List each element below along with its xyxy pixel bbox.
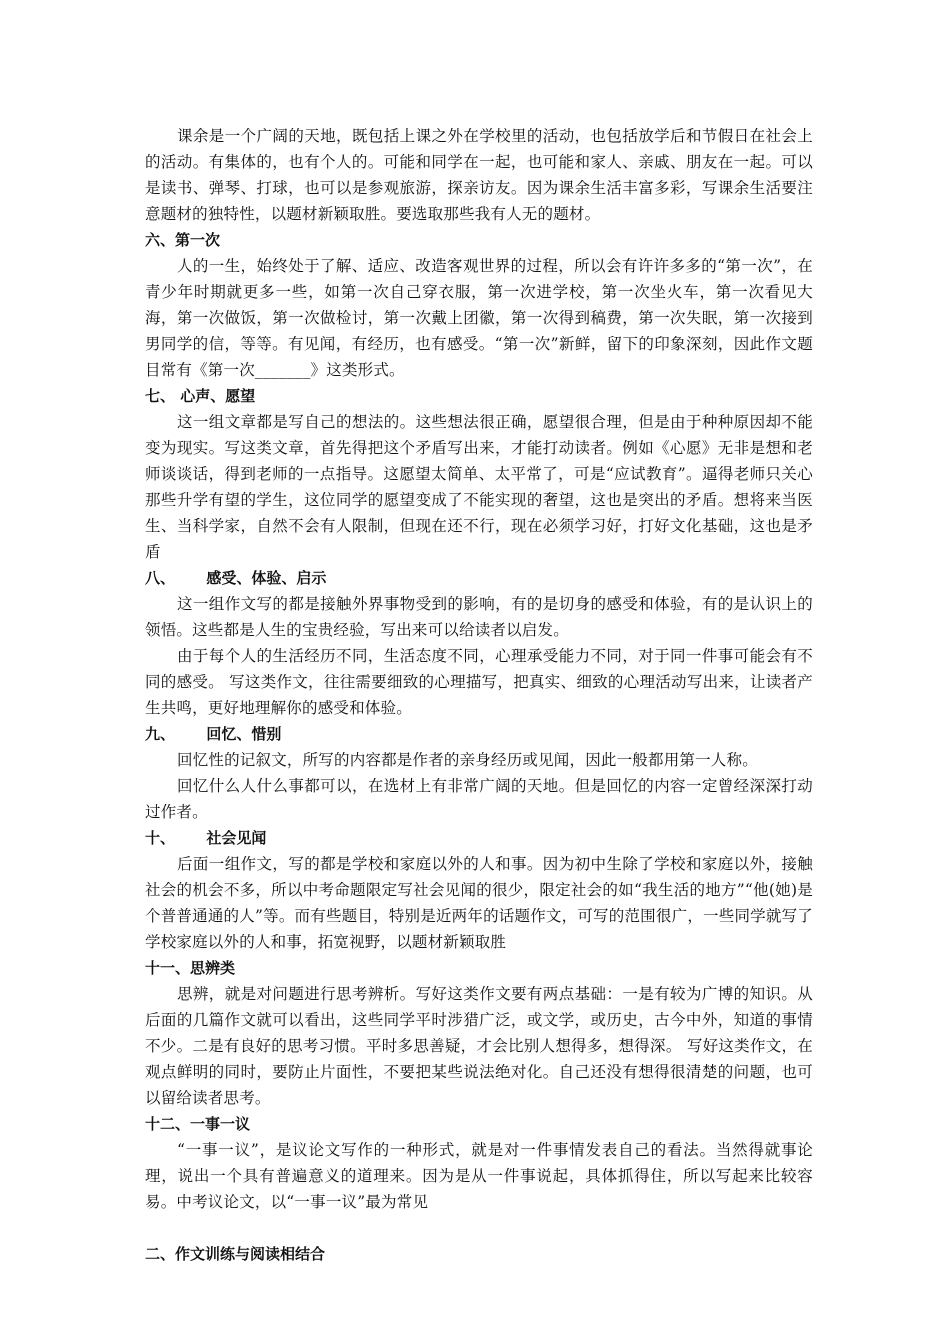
section-heading-memories: 九、 回忆、惜别 bbox=[145, 725, 282, 743]
paragraph-feelings-2: 由于每个人的生活经历不同，生活态度不同，心理承受能力不同，对于同一件事可能会有不同的感受。 写这类作文，往往需要细致的心理描写，把真实、细致的心理活动写出来，让读者产生共鸣，更好地理解你的感受和体验。 bbox=[145, 647, 813, 717]
paragraph-first-time: 人的一生，始终处于了解、适应、改造客观世界的过程，所以会有许许多多的“第一次”，在青少年时期就更多一些，如第一次自己穿衣服，第一次进学校，第一次坐火车，第一次看见大海，第一次做饭，第一次做检讨，第一次戴上团徽，第一次得到稿费，第一次失眠，第一次接到男同学的信，等等。有见闻，有经历，也有感受。“第一次”新鲜，留下的印象深刻，因此作文题目常有《第一次_______》这类形式。 bbox=[145, 257, 813, 379]
footer-heading: 二、作文训练与阅读相结合 bbox=[145, 1245, 326, 1263]
section-heading-feelings: 八、 感受、体验、启示 bbox=[145, 569, 327, 587]
section-heading-wishes: 七、 心声、愿望 bbox=[145, 387, 256, 405]
paragraph-feelings-1: 这一组作文写的都是接触外界事物受到的影响，有的是切身的感受和体验，有的是认识上的领悟。这些都是人生的宝贵经验，写出来可以给读者以启发。 bbox=[145, 595, 813, 639]
document-body bbox=[145, 123, 813, 1267]
section-heading-social: 十、 社会见闻 bbox=[145, 829, 267, 847]
paragraph-intro: 课余是一个广阔的天地，既包括上课之外在学校里的活动，也包括放学后和节假日在社会上的活动。有集体的，也有个人的。可能和同学在一起，也可能和家人、亲戚、朋友在一起。可以是读书、弹琴、打球，也可以是参观旅游，探亲访友。因为课余生活丰富多彩，写课余生活要注意题材的独特性，以题材新颖取胜。要选取那些我有人无的题材。 bbox=[145, 127, 813, 223]
section-heading-first-time: 六、第一次 bbox=[145, 231, 221, 249]
spacer bbox=[145, 1215, 813, 1241]
paragraph-social: 后面一组作文，写的都是学校和家庭以外的人和事。因为初中生除了学校和家庭以外，接触社会的机会不多，所以中考命题限定写社会见闻的很少，限定社会的如“我生活的地方”“他(她)是个普普通通的人”等。而有些题目，特别是近两年的话题作文，可写的范围很广，一些同学就写了学校家庭以外的人和事，拓宽视野，以题材新颖取胜 bbox=[145, 855, 813, 951]
paragraph-memories-1: 回忆性的记叙文，所写的内容都是作者的亲身经历或见闻，因此一般都用第一人称。 bbox=[177, 751, 758, 769]
paragraph-reasoning: 思辨，就是对问题进行思考辨析。写好这类作文要有两点基础：一是有较为广博的知识。从后面的几篇作文就可以看出，这些同学平时涉猎广泛，或文学，或历史，古今中外，知道的事情不少。二是有良好的思考习惯。平时多思善疑，才会比别人想得多，想得深。 写好这类作文，在观点鲜明的同时，要防止片面性，不要把某些说法绝对化。自己还没有想得很清楚的问题，也可以留给读者思考。 bbox=[145, 985, 813, 1107]
paragraph-memories-2: 回忆什么人什么事都可以，在选材上有非常广阔的天地。但是回忆的内容一定曾经深深打动过作者。 bbox=[145, 777, 813, 821]
paragraph-one-issue: “一事一议”，是议论文写作的一种形式，就是对一件事情发表自己的看法。当然得就事论理，说出一个具有普遍意义的道理来。因为是从一件事说起，具体抓得住，所以写起来比较容易。中考议论文，以“一事一议”最为常见 bbox=[145, 1141, 813, 1211]
section-heading-one-issue: 十二、一事一议 bbox=[145, 1115, 251, 1133]
section-heading-reasoning: 十一、思辨类 bbox=[145, 959, 236, 977]
paragraph-wishes: 这一组文章都是写自己的想法的。这些想法很正确，愿望很合理，但是由于种种原因却不能变为现实。写这类文章，首先得把这个矛盾写出来，才能打动读者。例如《心愿》无非是想和老师谈谈话，得到老师的一点指导。这愿望太简单、太平常了，可是“应试教育”。逼得老师只关心那些升学有望的学生，这位同学的愿望变成了不能实现的奢望，这也是突出的矛盾。想将来当医生、当科学家，自然不会有人限制，但现在还不行，现在必须学习好，打好文化基础，这也是矛盾 bbox=[145, 413, 813, 561]
